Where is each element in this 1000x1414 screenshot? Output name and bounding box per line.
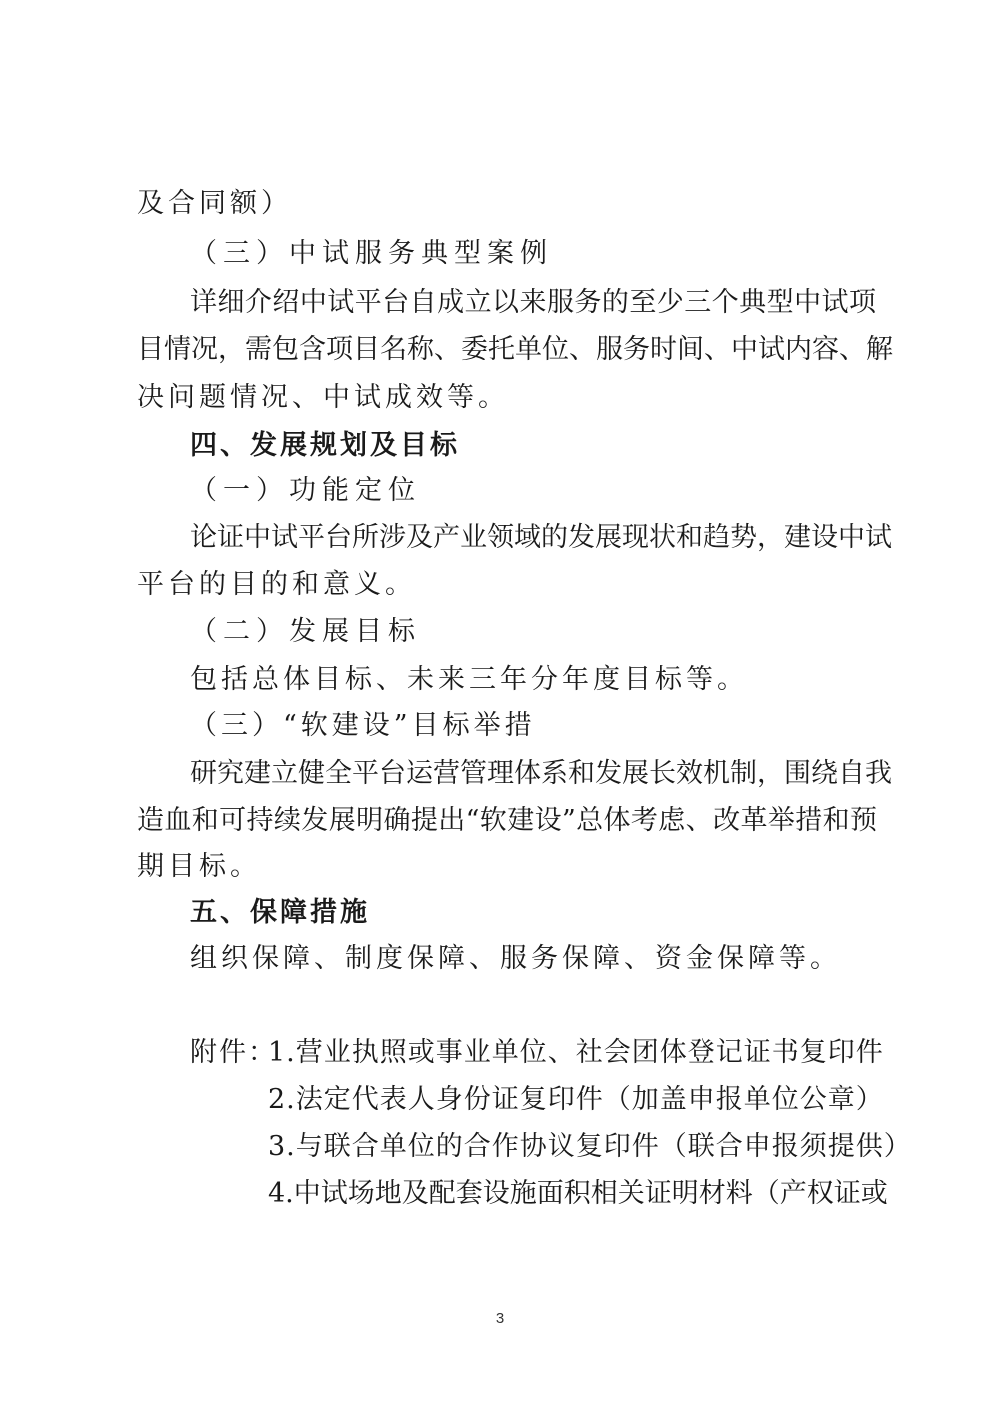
text-line: 及合同额）	[137, 188, 292, 219]
paragraph-line: 包括总体目标、未来三年分年度目标等。	[190, 664, 748, 695]
paragraph-line: 论证中试平台所涉及产业领域的发展现状和趋势，建设中试	[190, 522, 892, 553]
section-subheading: （三）中试服务典型案例	[190, 238, 553, 269]
page-number: 3	[495, 1310, 505, 1327]
paragraph-line: 平台的目的和意义。	[137, 569, 416, 600]
paragraph-line: 组织保障、制度保障、服务保障、资金保障等。	[190, 943, 841, 974]
paragraph-line: 详细介绍中试平台自成立以来服务的至少三个典型中试项	[190, 287, 876, 318]
paragraph-line: 造血和可持续发展明确提出“软建设”总体考虑、改革举措和预	[137, 805, 877, 836]
attachment-item: 4.中试场地及配套设施面积相关证明材料（产权证或	[268, 1178, 888, 1209]
section-heading: 五、保障措施	[190, 897, 370, 928]
section-heading: 四、发展规划及目标	[190, 430, 460, 461]
attachments-label: 附件：	[190, 1037, 277, 1068]
paragraph-line: 期目标。	[137, 851, 261, 882]
attachment-item: 2.法定代表人身份证复印件（加盖申报单位公章）	[268, 1084, 884, 1115]
attachment-item: 1.营业执照或事业单位、社会团体登记证书复印件	[268, 1037, 884, 1068]
section-subheading: （一）功能定位	[190, 475, 421, 506]
paragraph-line: 决问题情况、中试成效等。	[137, 382, 509, 413]
paragraph-line: 研究建立健全平台运营管理体系和发展长效机制，围绕自我	[190, 758, 892, 789]
attachment-item: 3.与联合单位的合作协议复印件（联合申报须提供）	[268, 1131, 912, 1162]
section-subheading: （二）发展目标	[190, 616, 421, 647]
paragraph-line: 目情况，需包含项目名称、委托单位、服务时间、中试内容、解	[137, 334, 893, 365]
section-subheading: （三）“软建设”目标举措	[190, 710, 536, 741]
